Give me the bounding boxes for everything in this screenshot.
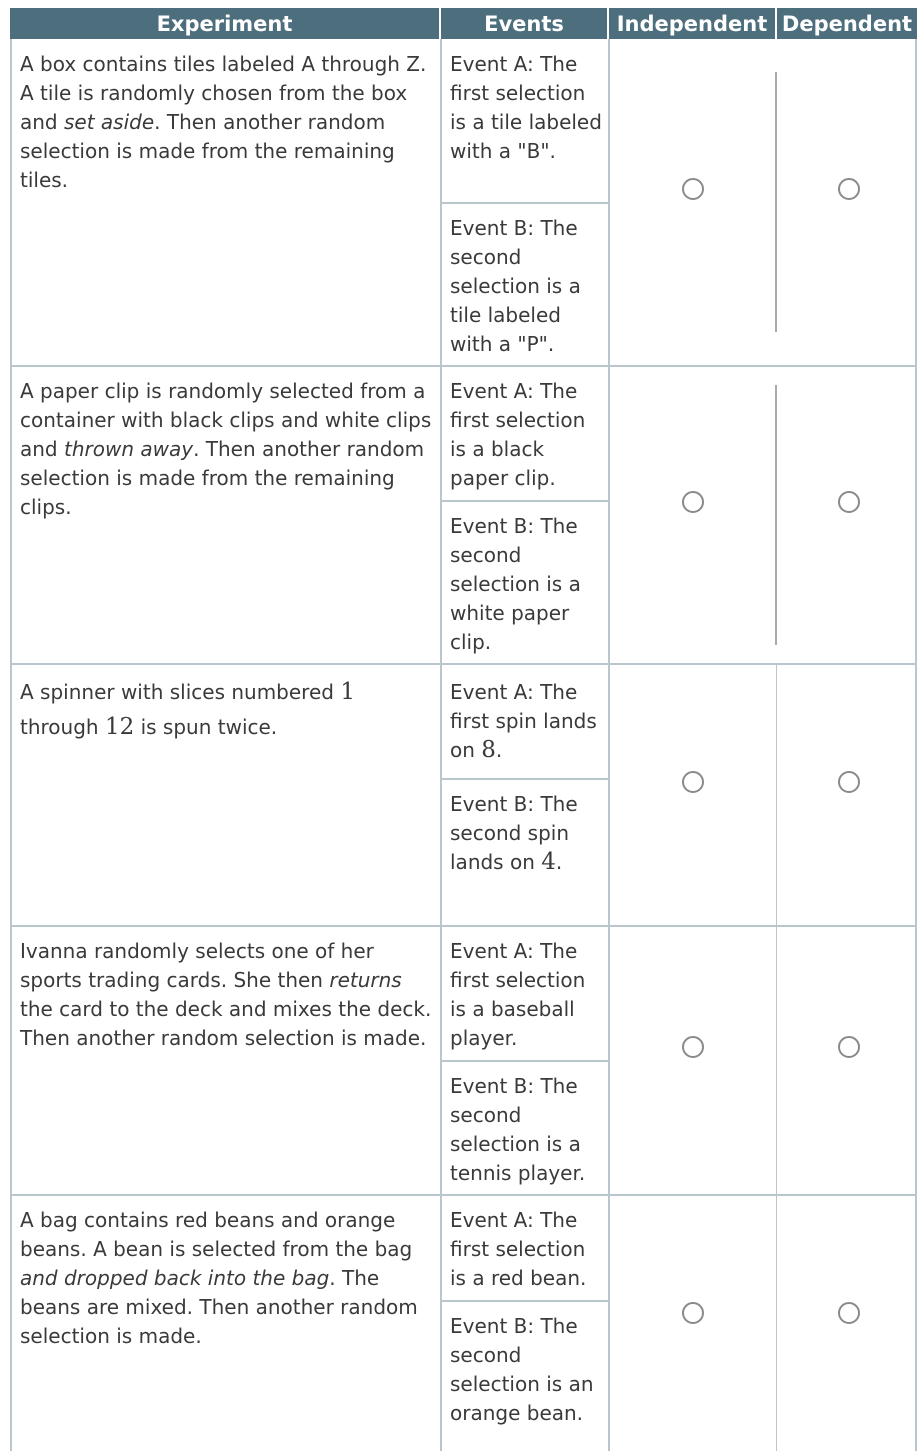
choice-divider [775, 385, 777, 645]
experiment-text: A box contains tiles labeled A through Z. A tile is randomly chosen from the box and set aside. Then another random selection is made from the remaining tiles. [20, 52, 427, 192]
dependent-radio[interactable] [838, 771, 860, 793]
header-experiment: Experiment [10, 8, 441, 39]
choice-divider [776, 665, 777, 925]
row-separator [10, 663, 917, 665]
event-a-text: Event A: The first selection is a tile labeled with a "B". [450, 52, 602, 163]
dependent-radio[interactable] [838, 1036, 860, 1058]
row-separator [10, 925, 917, 927]
experiment-text: Ivanna randomly selects one of her sports trading cards. She then returns the card to the deck and mixes the deck. Then another random selection is made. [20, 939, 432, 1050]
event-b-text: Event B: The second selection is a tennis player. [450, 1074, 586, 1185]
event-a-text: Event A: The first selection is a red bean. [450, 1208, 587, 1290]
dependent-radio[interactable] [838, 1302, 860, 1324]
experiment-text: A paper clip is randomly selected from a container with black clips and white clips and thrown away. Then another random selection is made from the remaining clips. [20, 379, 432, 519]
independent-radio[interactable] [682, 1036, 704, 1058]
event-a-text: Event A: The first selection is a baseball player. [450, 939, 586, 1050]
header-independent: Independent [609, 8, 777, 39]
experiment-text: A bag contains red beans and orange beans. A bean is selected from the bag and dropped back into the bag. The beans are mixed. Then another random selection is made. [20, 1208, 418, 1348]
choice-divider [776, 1196, 777, 1451]
event-a-text: Event A: The first spin lands on 8. [450, 680, 597, 763]
header-events: Events [441, 8, 609, 39]
event-separator [440, 500, 609, 502]
grid-line [10, 39, 12, 1451]
independent-radio[interactable] [682, 1302, 704, 1324]
event-separator [440, 1060, 609, 1062]
experiment-text: A spinner with slices numbered 1 through 12 is spun twice. [20, 679, 355, 740]
row-separator [10, 1194, 917, 1196]
event-separator [440, 778, 609, 780]
grid-line [440, 39, 442, 1451]
independent-radio[interactable] [682, 491, 704, 513]
event-b-text: Event B: The second spin lands on 4. [450, 792, 578, 875]
dependent-radio[interactable] [838, 178, 860, 200]
row-separator [10, 365, 917, 367]
event-separator [440, 202, 609, 204]
event-b-text: Event B: The second selection is an orange bean. [450, 1314, 594, 1425]
grid-line [608, 39, 610, 1451]
independent-radio[interactable] [682, 771, 704, 793]
choice-divider [776, 927, 777, 1194]
dependent-radio[interactable] [838, 491, 860, 513]
independent-radio[interactable] [682, 178, 704, 200]
event-separator [440, 1300, 609, 1302]
event-b-text: Event B: The second selection is a tile labeled with a "P". [450, 216, 581, 356]
choice-divider [775, 72, 777, 332]
event-b-text: Event B: The second selection is a white paper clip. [450, 514, 581, 654]
event-a-text: Event A: The first selection is a black paper clip. [450, 379, 586, 490]
header-dependent: Dependent [777, 8, 917, 39]
